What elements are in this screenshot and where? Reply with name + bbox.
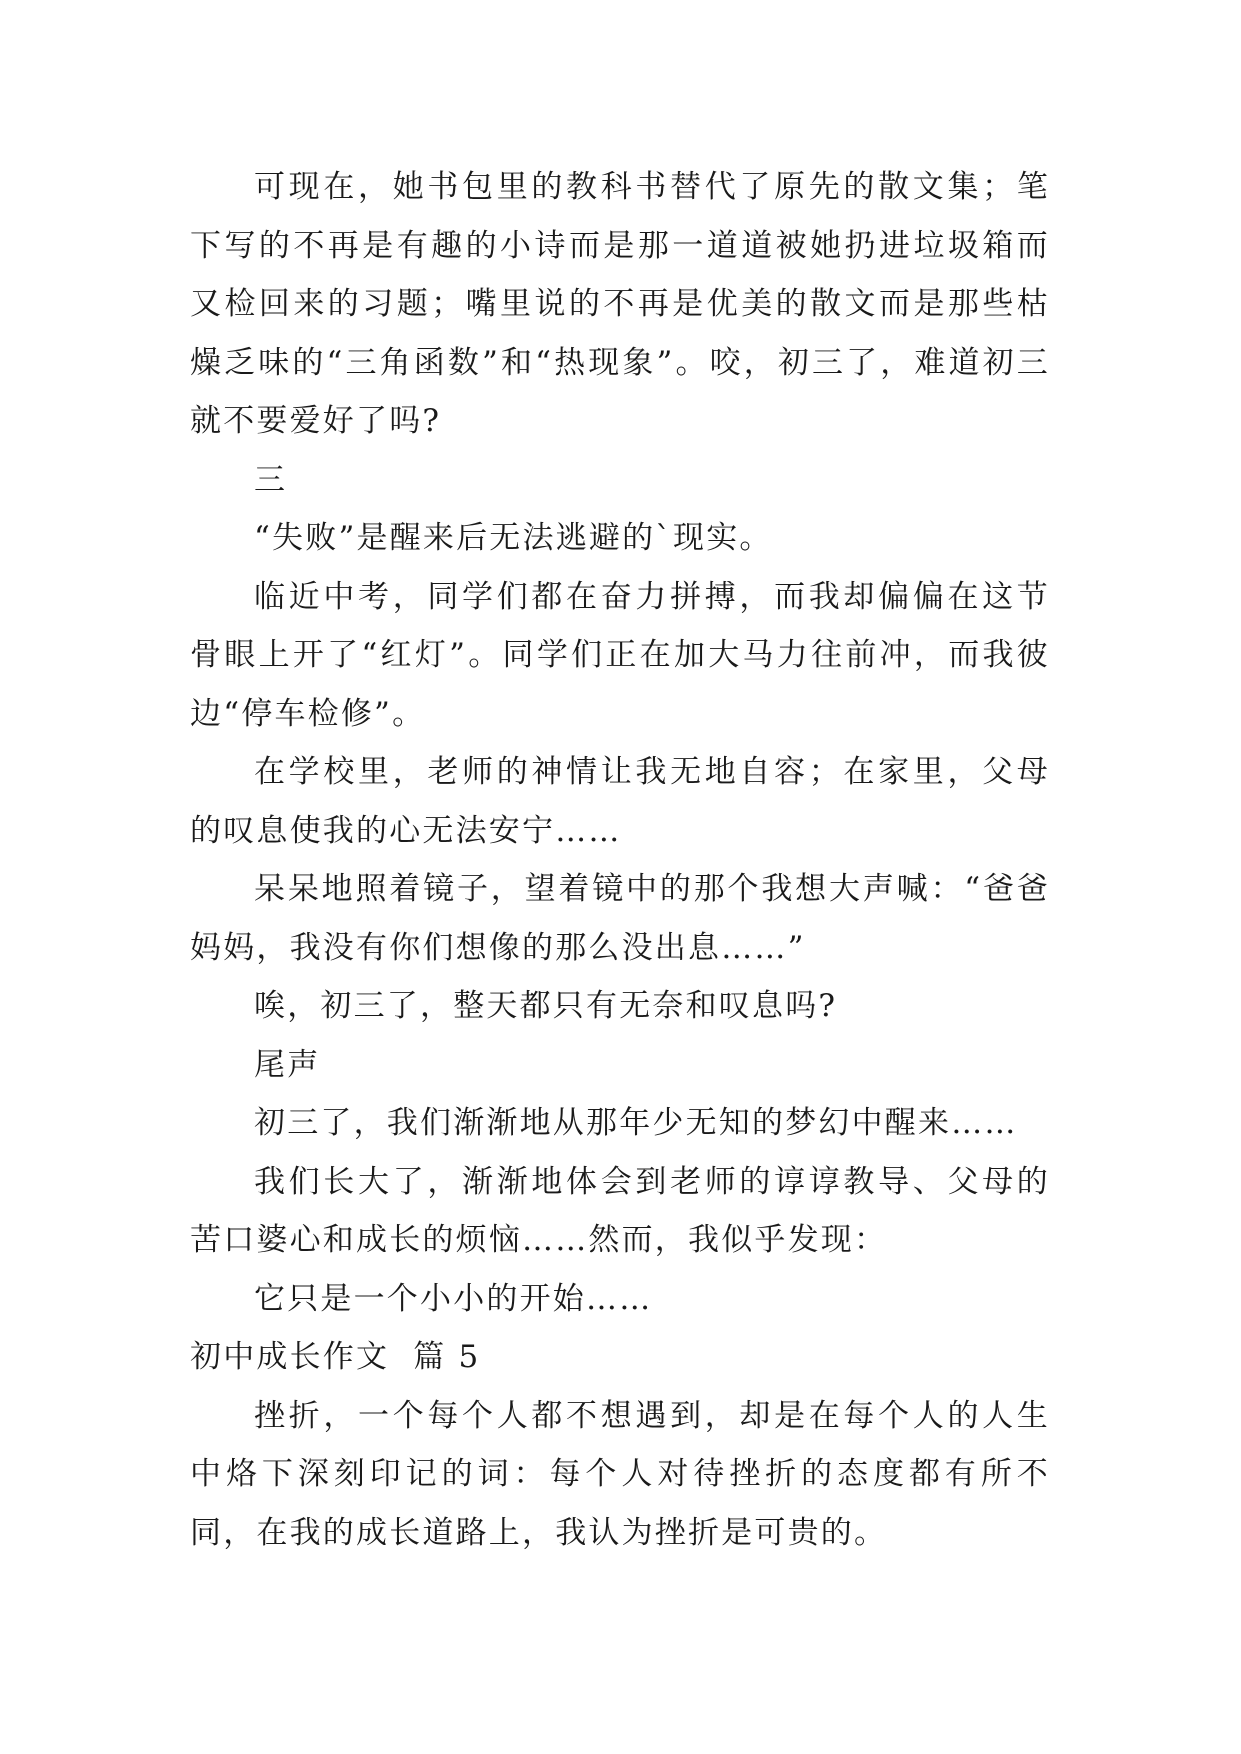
paragraph: 挫折，一个每个人都不想遇到，却是在每个人的人生中烙下深刻印记的词：每个人对待挫折的态度都有所不同，在我的成长道路上，我认为挫折是可贵的。 xyxy=(190,1397,1050,1551)
paragraph: 我们长大了，渐渐地体会到老师的谆谆教导、父母的苦口婆心和成长的烦恼……然而，我似乎发现： xyxy=(190,1163,1050,1258)
section-number: 三 xyxy=(254,461,288,498)
document-page xyxy=(190,158,1050,1562)
section-heading: 尾声 xyxy=(254,1046,321,1083)
paragraph: “失败”是醒来后无法逃避的`现实。 xyxy=(254,520,773,556)
paragraph: 在学校里，老师的神情让我无地自容；在家里，父母的叹息使我的心无法安宁…… xyxy=(190,754,1050,849)
paragraph: 可现在，她书包里的教科书替代了原先的散文集；笔下写的不再是有趣的小诗而是那一道道被她扔进垃圾箱而又检回来的习题；嘴里说的不再是优美的散文而是那些枯燥乏味的“三角函数”和“热现象”。咬，初三了，难道初三就不要爱好了吗? xyxy=(190,169,1050,439)
paragraph: 唉，初三了，整天都只有无奈和叹息吗? xyxy=(254,988,838,1024)
paragraph: 呆呆地照着镜子，望着镜中的那个我想大声喊：“爸爸妈妈，我没有你们想像的那么没出息……” xyxy=(190,871,1050,966)
essay-title: 初中成长作文 篇 5 xyxy=(190,1339,481,1375)
paragraph: 它只是一个小小的开始…… xyxy=(254,1280,653,1317)
paragraph: 临近中考，同学们都在奋力拼搏，而我却偏偏在这节骨眼上开了“红灯”。同学们正在加大马力往前冲，而我彼边“停车检修”。 xyxy=(190,578,1050,732)
paragraph: 初三了，我们渐渐地从那年少无知的梦幻中醒来…… xyxy=(254,1105,1018,1141)
